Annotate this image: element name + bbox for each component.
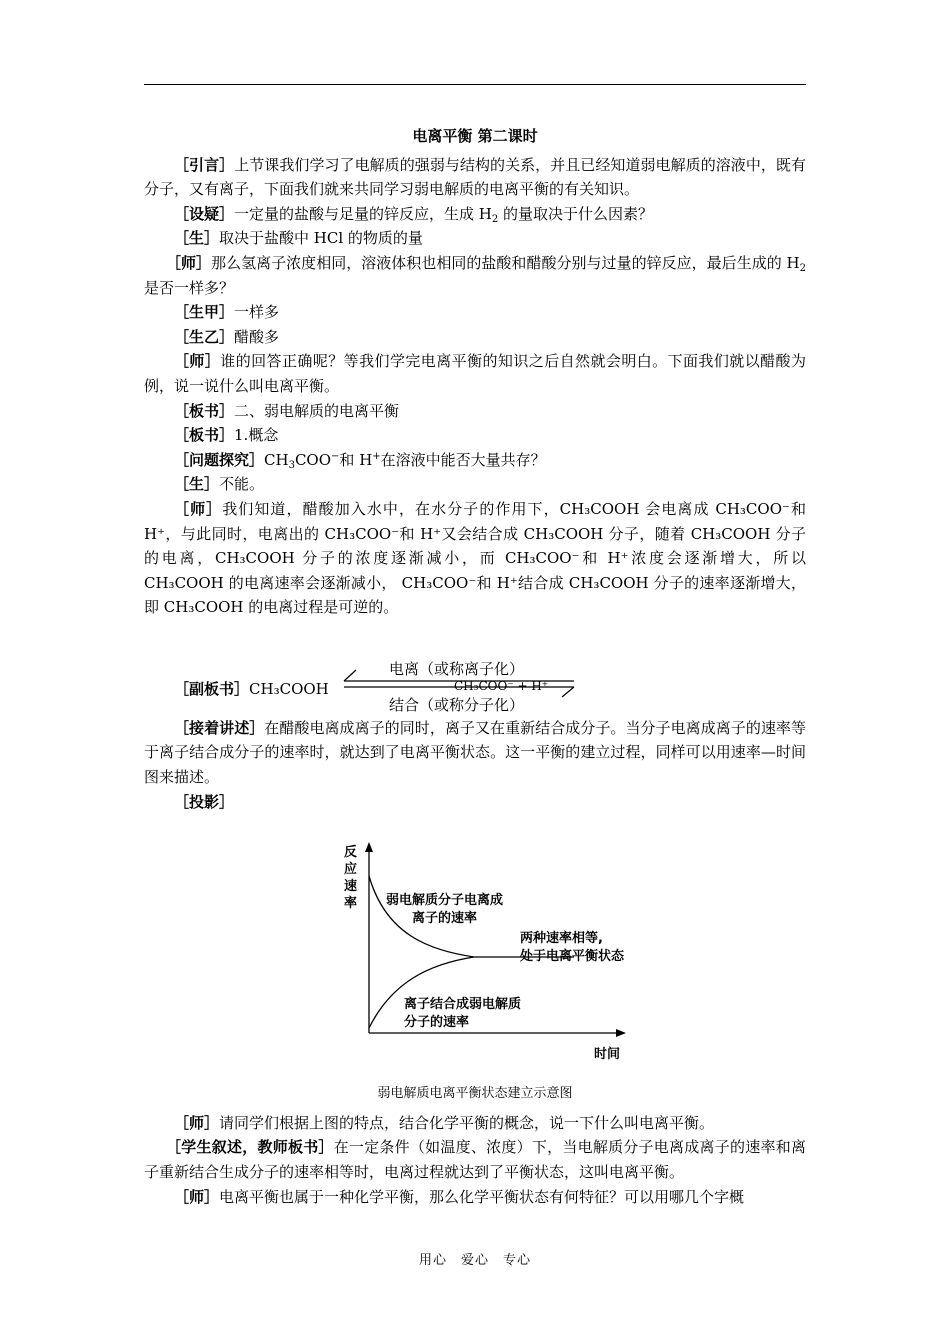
equation-forward-label: 电离（或称离子化） xyxy=(389,659,525,678)
y-label-2: 应 xyxy=(344,862,358,878)
paragraph-teacher-1 xyxy=(144,251,806,300)
equation-reactant: CH₃COOH xyxy=(249,679,329,698)
tag-student: ［生］ xyxy=(174,475,220,494)
text-teacher-4: 请同学们根据上图的特点，结合化学平衡的概念，说一下什么叫电离平衡。 xyxy=(219,1113,715,1132)
paragraph-student-1 xyxy=(144,226,806,251)
x-label: 时间 xyxy=(594,1047,621,1063)
text-question-2: 的量取决于什么因素？ xyxy=(498,204,654,223)
paragraph-teacher-2 xyxy=(144,349,806,398)
equation-reverse-label: 结合（或称分子化） xyxy=(389,695,525,714)
superscript: − xyxy=(331,450,340,462)
tag-student-a: ［生甲］ xyxy=(174,303,235,322)
tag-student-b: ［生乙］ xyxy=(174,327,235,346)
text-inquiry-4: 在溶液中能否大量共存？ xyxy=(380,450,546,469)
x-axis-arrow-icon xyxy=(616,1029,626,1037)
equation-products: CH₃COO⁻ + H⁺ xyxy=(454,678,549,693)
y-label-1: 反 xyxy=(344,845,358,861)
rate-time-diagram xyxy=(144,840,806,1074)
text-teacher-1b: 是否一样多？ xyxy=(144,278,235,297)
tag-teacher: ［师］ xyxy=(166,253,212,272)
tag-question: ［设疑］ xyxy=(174,204,235,223)
paragraph-lecture xyxy=(144,716,806,790)
text-definition: 在一定条件（如温度、浓度）下，当电解质分子电离成离子的速率和离子重新结合生成分子的速率相等时，电离过程就达到了平衡状态，这叫电离平衡。 xyxy=(144,1138,806,1182)
tag-inquiry: ［问题探究］ xyxy=(174,450,265,469)
text-question-1: 一定量的盐酸与足量的锌反应，生成 H xyxy=(234,204,492,223)
y-label-3: 速 xyxy=(344,879,358,895)
tag-definition: ［学生叙述，教师板书］ xyxy=(166,1138,334,1157)
paragraph-teacher-5 xyxy=(144,1185,806,1210)
tag-sub-board: ［副板书］ xyxy=(174,679,250,698)
tag-board: ［板书］ xyxy=(174,401,235,420)
equation-lhs xyxy=(174,677,329,702)
tag-student: ［生］ xyxy=(174,229,220,248)
text-teacher-3: 我们知道，醋酸加入水中，在水分子的作用下，CH₃COOH 会电离成 CH₃COO⁻和 H⁺，与此同时，电离出的 CH₃COO⁻和 H⁺又会结合成 CH₃COOH 分子，随着 CH₃COOH 分子的电离，CH₃COOH 分子的浓度逐渐减小，而 CH₃COO⁻和 H⁺浓度会逐渐增大，所以 CH₃COOH 的电离速率会逐渐减小， CH₃COO⁻和 H⁺结合成 CH₃COOH 分子的速率逐渐增大，即 CH₃COOH 的电离过程是可逆的。 xyxy=(144,499,806,617)
curve-down-label-2: 离子的速率 xyxy=(412,911,478,927)
text-board-2: 1.概念 xyxy=(234,426,279,445)
paragraph-question xyxy=(144,202,806,227)
text-student-b: 醋酸多 xyxy=(234,327,280,346)
curve-up-label-1: 离子结合成弱电解质 xyxy=(404,997,522,1013)
tag-projection: ［投影］ xyxy=(174,792,235,811)
paragraph-board-1 xyxy=(144,399,806,424)
y-axis-arrow-icon xyxy=(365,842,373,852)
subscript: 3 xyxy=(288,459,295,471)
paragraph-teacher-4 xyxy=(144,1111,806,1136)
paragraph-board-2 xyxy=(144,423,806,448)
y-label-4: 率 xyxy=(344,896,358,912)
text-student-a: 一样多 xyxy=(234,303,280,322)
rate-time-graph xyxy=(324,840,644,1074)
curve-down-label-1: 弱电解质分子电离成 xyxy=(386,893,504,909)
paragraph-intro xyxy=(144,153,806,202)
tag-teacher: ［师］ xyxy=(174,499,223,518)
text-inquiry-1: CH xyxy=(264,450,289,469)
text-student-2: 不能。 xyxy=(219,475,265,494)
subscript: 2 xyxy=(799,262,806,274)
tag-board: ［板书］ xyxy=(174,426,235,445)
page-footer: 用心 爱心 专心 xyxy=(418,1253,531,1268)
figure-caption: 弱电解质电离平衡状态建立示意图 xyxy=(377,1086,573,1102)
ionization-equation xyxy=(144,650,806,716)
text-lecture: 在醋酸电离成离子的同时，离子又在重新结合成分子。当分子电离成离子的速率等于离子结合成分子的速率时，就达到了电离平衡状态。这一平衡的建立过程，同样可以用速率—时间图来描述。 xyxy=(144,718,806,787)
text-inquiry-2: COO xyxy=(294,450,332,469)
text-teacher-2: 谁的回答正确呢？等我们学完电离平衡的知识之后自然就会明白。下面我们就以醋酸为例，说一说什么叫电离平衡。 xyxy=(144,352,806,395)
paragraph-student-2 xyxy=(144,472,806,497)
paragraph-teacher-3 xyxy=(144,497,806,620)
document-body xyxy=(144,124,806,1209)
text-student-1: 取决于盐酸中 HCl 的物质的量 xyxy=(219,229,423,248)
text-inquiry-3: 和 H xyxy=(339,450,373,469)
paragraph-student-b xyxy=(144,325,806,350)
subscript: 2 xyxy=(491,213,499,225)
paragraph-projection xyxy=(144,790,806,815)
tag-teacher: ［师］ xyxy=(174,1113,220,1132)
header-rule xyxy=(144,84,806,85)
page-title: 电离平衡 第二课时 xyxy=(412,127,538,145)
text-teacher-1a: 那么氢离子浓度相同，溶液体积也相同的盐酸和醋酸分别与过量的锌反应，最后生成的 H xyxy=(211,253,800,272)
text-teacher-5: 电离平衡也属于一种化学平衡，那么化学平衡状态有何特征？可以用哪几个字概 xyxy=(219,1187,745,1206)
equal-label-1: 两种速率相等, xyxy=(520,931,603,947)
paragraph-definition xyxy=(144,1135,806,1184)
text-board-1: 二、弱电解质的电离平衡 xyxy=(234,401,400,420)
paragraph-inquiry xyxy=(144,448,806,473)
tag-teacher: ［师］ xyxy=(174,352,221,371)
curve-up-label-2: 分子的速率 xyxy=(404,1015,470,1031)
equal-label-2: 处于电离平衡状态 xyxy=(520,949,625,965)
tag-teacher: ［师］ xyxy=(174,1187,220,1206)
tag-lecture: ［接着讲述］ xyxy=(174,718,265,737)
tag-intro: ［引言］ xyxy=(174,155,235,174)
superscript: + xyxy=(372,450,381,462)
text-intro: 上节课我们学习了电解质的强弱与结构的关系，并且已经知道弱电解质的溶液中，既有分子，又有离子，下面我们就来共同学习弱电解质的电离平衡的有关知识。 xyxy=(144,155,806,199)
paragraph-student-a xyxy=(144,300,806,325)
